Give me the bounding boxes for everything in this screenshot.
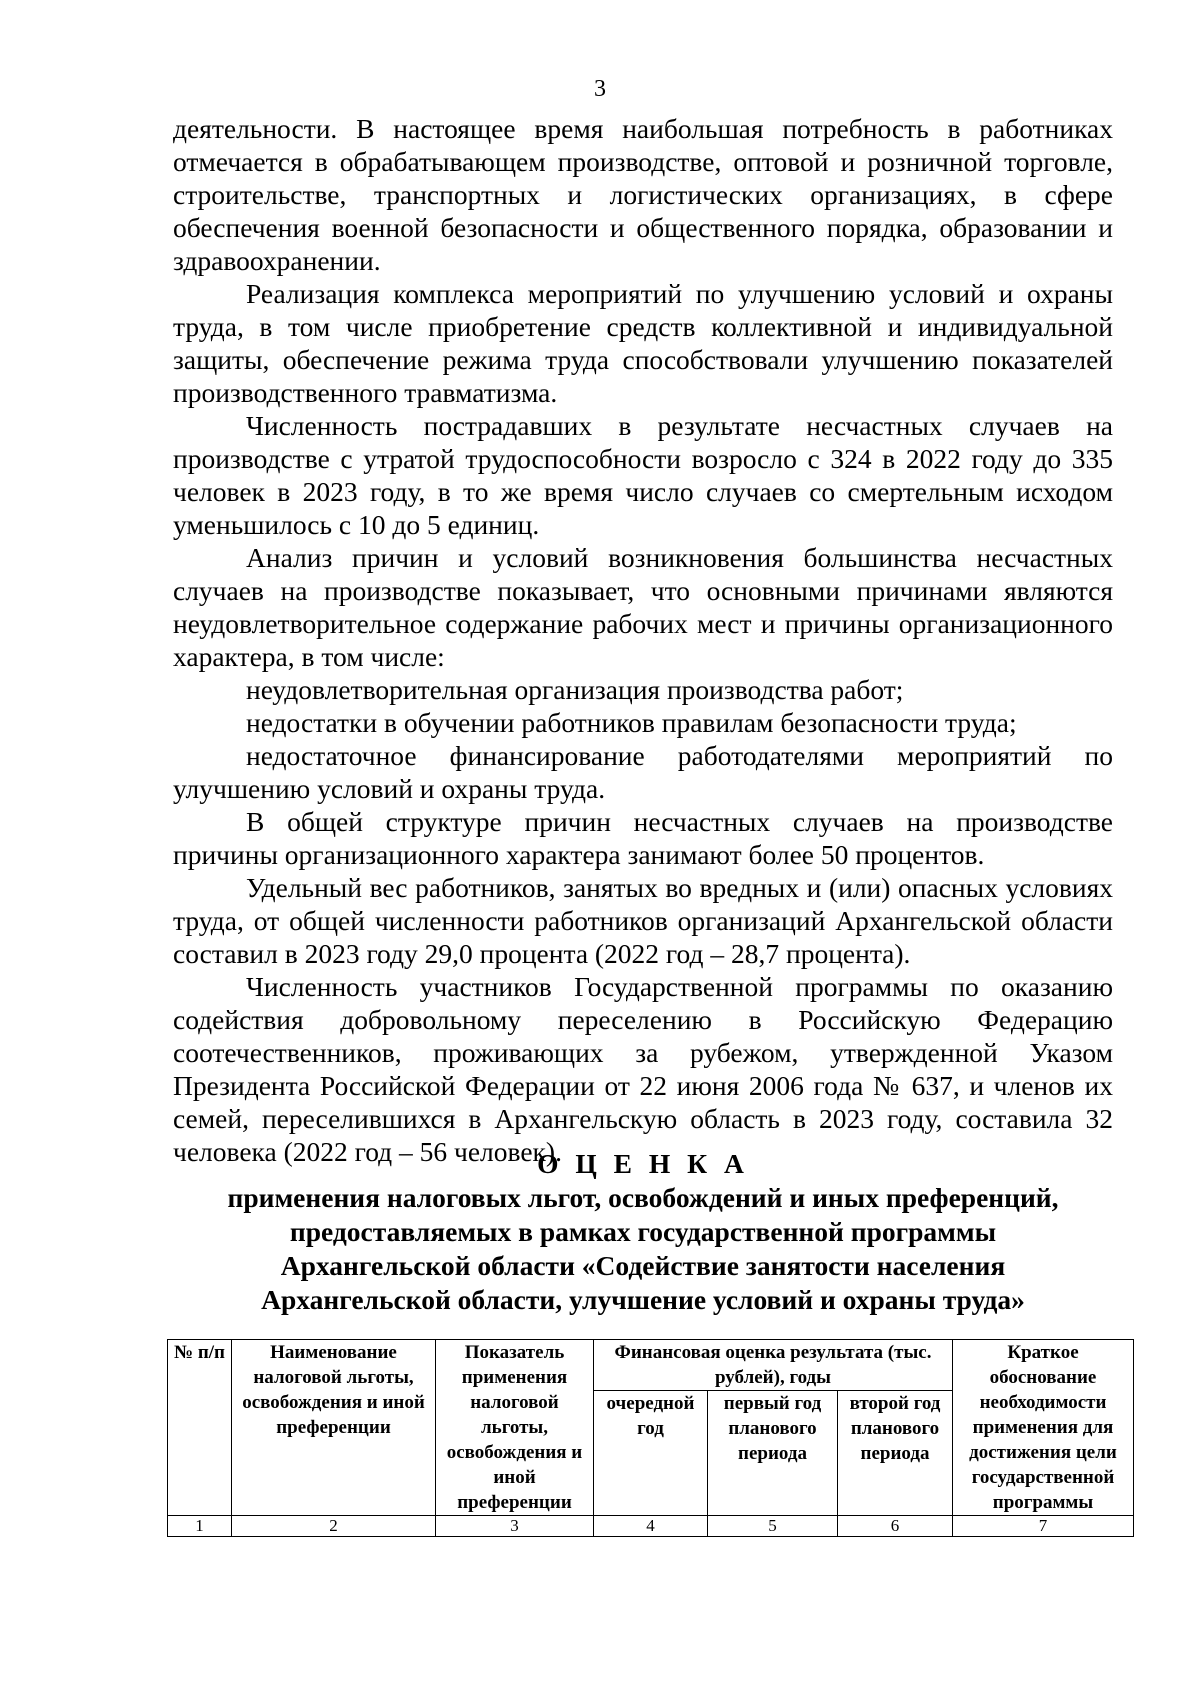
section-subtitle-line: Архангельской области «Содействие занятости населения [280, 1250, 1006, 1281]
column-number: 6 [838, 1516, 953, 1537]
column-number: 1 [168, 1516, 232, 1537]
paragraph-2: Реализация комплекса мероприятий по улучшению условий и охраны труда, в том числе приобретение средств коллективной и индивидуальной защиты, обеспечение режима труда способствовали улучшению показателей производственного травматизма. [173, 278, 1113, 408]
column-number: 4 [594, 1516, 708, 1537]
header-indicator: Показатель применения налоговой льготы, освобождения и иной преференции [436, 1340, 594, 1516]
section-heading [173, 1147, 1113, 1317]
header-financial: Финансовая оценка результата (тыс. рублей), годы [594, 1340, 953, 1391]
table-header-row [168, 1340, 1134, 1391]
header-next-year: очередной год [594, 1391, 708, 1516]
column-number: 3 [436, 1516, 594, 1537]
header-justification: Краткое обоснование необходимости применения для достижения цели государственной программы [953, 1340, 1134, 1516]
header-num: № п/п [168, 1340, 232, 1516]
preferences-table [167, 1339, 1134, 1537]
paragraph-4: Анализ причин и условий возникновения большинства несчастных случаев на производстве показывает, что основными причинами являются неудовлетворительное содержание рабочих мест и причины организационного характера, в том числе: [173, 542, 1113, 672]
page-number: 3 [594, 76, 606, 102]
header-second-plan-year: второй год планового периода [838, 1391, 953, 1516]
paragraph-3: Численность пострадавших в результате несчастных случаев на производстве с утратой трудоспособности возросло с 324 в 2022 году до 335 человек в 2023 году, в то же время число случаев со смертельным исходом уменьшилось с 10 до 5 единиц. [173, 410, 1113, 540]
body-text [173, 112, 1113, 1168]
list-item-3: недостаточное финансирование работодателями мероприятий по улучшению условий и охраны труда. [173, 740, 1113, 804]
section-title: О Ц Е Н К А [537, 1148, 749, 1179]
column-number: 7 [953, 1516, 1134, 1537]
section-subtitle-line: применения налоговых льгот, освобождений и иных преференций, [227, 1182, 1059, 1213]
list-item-2: недостатки в обучении работников правилам безопасности труда; [246, 707, 1017, 738]
paragraph-7: Численность участников Государственной программы по оказанию содействия добровольному переселению в Российскую Федерацию соотечественников, проживающих за рубежом, утвержденной Указом Президента Российской Федерации от 22 июня 2006 года № 637, и членов их семей, переселившихся в Архангельскую область в 2023 году, составила 32 человека (2022 год – 56 человек). [173, 971, 1113, 1167]
section-subtitle-line: Архангельской области, улучшение условий и охраны труда» [261, 1284, 1025, 1315]
header-first-plan-year: первый год планового периода [708, 1391, 838, 1516]
header-name: Наименование налоговой льготы, освобождения и иной преференции [232, 1340, 436, 1516]
paragraph-1: деятельности. В настоящее время наибольшая потребность в работниках отмечается в обрабатывающем производстве, оптовой и розничной торговле, строительстве, транспортных и логистических организациях, в сфере обеспечения военной безопасности и общественного порядка, образовании и здравоохранении. [173, 113, 1113, 276]
column-number: 5 [708, 1516, 838, 1537]
table-column-numbers-row [168, 1516, 1134, 1537]
column-number: 2 [232, 1516, 436, 1537]
list-item-1: неудовлетворительная организация производства работ; [246, 674, 904, 705]
paragraph-6: Удельный вес работников, занятых во вредных и (или) опасных условиях труда, от общей численности работников организаций Архангельской области составил в 2023 году 29,0 процента (2022 год – 28,7 процента). [173, 872, 1113, 969]
paragraph-5: В общей структуре причин несчастных случаев на производстве причины организационного характера занимают более 50 процентов. [173, 806, 1113, 870]
section-subtitle-line: предоставляемых в рамках государственной программы [289, 1216, 997, 1247]
